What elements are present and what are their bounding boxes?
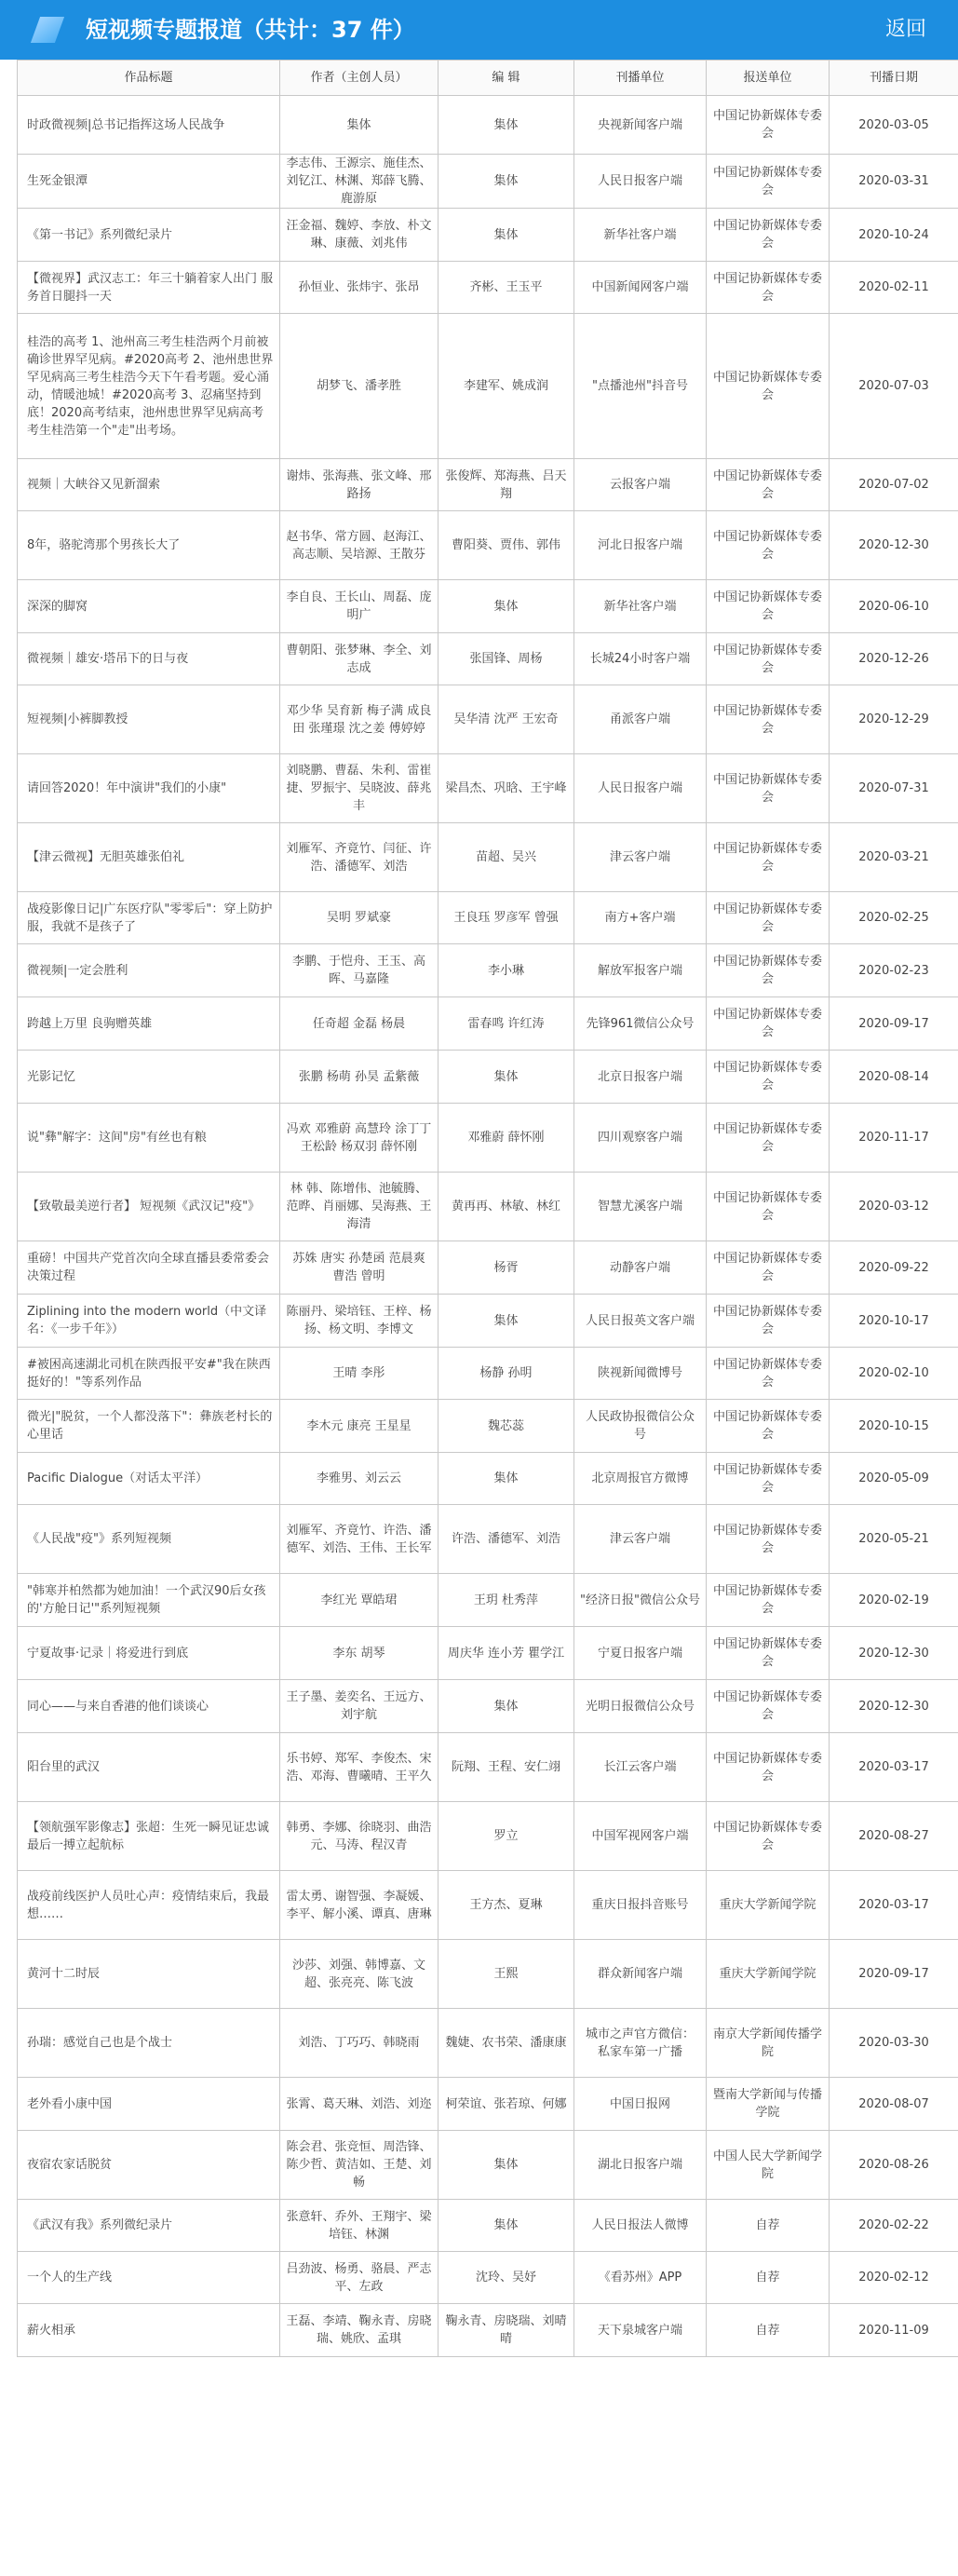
table-row [18,96,958,155]
table-row [18,685,958,754]
row-title[interactable]: 一个人的生产线 [18,2252,280,2304]
table-row [18,1574,958,1627]
row-title[interactable]: 请回答2020！年中演讲"我们的小康" [18,754,280,823]
row-submitter: 中国记协新媒体专委会 [707,209,830,262]
table-row [18,1453,958,1505]
row-publisher: 津云客户端 [574,1505,707,1574]
row-title[interactable]: 时政微视频|总书记指挥这场人民战争 [18,96,280,155]
row-publisher: 四川观察客户端 [574,1104,707,1173]
row-author: 张意轩、乔外、王翔宇、梁培钰、林渊 [280,2200,439,2252]
row-title[interactable]: 老外看小康中国 [18,2078,280,2131]
row-submitter: 自荐 [707,2200,830,2252]
table-header-row [18,61,958,96]
row-title[interactable]: 【领航强军影像志】张超：生死一瞬见证忠诚 最后一搏立起航标 [18,1802,280,1871]
table-row [18,1627,958,1680]
row-title[interactable]: 黄河十二时辰 [18,1940,280,2009]
row-publisher: 北京日报客户端 [574,1051,707,1104]
row-editor: 齐彬、王玉平 [439,262,574,314]
table-row [18,262,958,314]
row-date: 2020-03-12 [830,1173,958,1241]
row-author: 陈丽丹、梁培钰、王梓、杨扬、杨文明、李博文 [280,1295,439,1348]
header-submitter: 报送单位 [707,61,830,96]
row-publisher: 长江云客户端 [574,1733,707,1802]
table-row [18,1505,958,1574]
row-author: 王磊、李靖、鞠永青、房晓瑞、姚欣、孟琪 [280,2304,439,2357]
row-publisher: 河北日报客户端 [574,511,707,580]
row-publisher: 解放军报客户端 [574,944,707,997]
row-publisher: 城市之声官方微信：私家车第一广播 [574,2009,707,2078]
row-editor: 集体 [439,2131,574,2200]
row-author: 陈会君、张竞恒、周浩锋、陈少哲、黄洁如、王楚、刘畅 [280,2131,439,2200]
row-submitter: 中国记协新媒体专委会 [707,1802,830,1871]
row-editor: 张国锋、周杨 [439,633,574,685]
row-title[interactable]: 跨越上万里 良驹赠英雄 [18,997,280,1051]
row-submitter: 中国记协新媒体专委会 [707,1505,830,1574]
row-author: 韩勇、李娜、徐晓羽、曲浩元、马涛、程汉青 [280,1802,439,1871]
row-date: 2020-03-05 [830,96,958,155]
row-date: 2020-03-17 [830,1733,958,1802]
row-publisher: 人民日报客户端 [574,155,707,209]
row-publisher: 北京周报官方微博 [574,1453,707,1505]
row-date: 2020-08-26 [830,2131,958,2200]
row-publisher: "点播池州"抖音号 [574,314,707,459]
row-submitter: 中国记协新媒体专委会 [707,459,830,511]
table-row [18,580,958,633]
table-row [18,511,958,580]
row-title[interactable]: 微视频|一定会胜利 [18,944,280,997]
row-author: 李红光 覃皓珺 [280,1574,439,1627]
row-date: 2020-09-17 [830,1940,958,2009]
row-author: 邓少华 吴育新 梅子满 成良田 张瑾璟 沈之姜 傅婷婷 [280,685,439,754]
row-editor: 李小琳 [439,944,574,997]
row-title[interactable]: Ziplining into the modern world（中文译名：《一步千年》） [18,1295,280,1348]
page-title: 短视频专题报道（共计：37 件） [86,17,415,43]
row-date: 2020-12-29 [830,685,958,754]
row-title[interactable]: 《第一书记》系列微纪录片 [18,209,280,262]
row-submitter: 自荐 [707,2304,830,2357]
row-date: 2020-07-31 [830,754,958,823]
row-date: 2020-10-24 [830,209,958,262]
table-row [18,1348,958,1400]
table-row [18,209,958,262]
table-row [18,2304,958,2357]
table-row [18,2252,958,2304]
table-row [18,1241,958,1295]
row-submitter: 中国记协新媒体专委会 [707,944,830,997]
table-row [18,1940,958,2009]
row-author: 李鹏、于恺舟、王玉、高晖、马嘉隆 [280,944,439,997]
row-title[interactable]: 生死金银潭 [18,155,280,209]
row-title[interactable]: 视频｜大峡谷又见新溜索 [18,459,280,511]
table-row [18,997,958,1051]
row-date: 2020-08-14 [830,1051,958,1104]
row-submitter: 重庆大学新闻学院 [707,1871,830,1940]
row-author: 李志伟、王源宗、施佳杰、刘钇江、林渊、郑薛飞腾、鹿游原 [280,155,439,209]
table-row [18,155,958,209]
table-row [18,1733,958,1802]
row-editor: 许浩、潘德军、刘浩 [439,1505,574,1574]
row-submitter: 中国记协新媒体专委会 [707,633,830,685]
row-author: 赵书华、常方圆、赵海江、高志顺、吴培源、王散芬 [280,511,439,580]
row-submitter: 中国记协新媒体专委会 [707,262,830,314]
row-author: 张霄、葛天琳、刘浩、刘迩 [280,2078,439,2131]
row-title[interactable]: 战疫前线医护人员吐心声：疫情结束后，我最想…… [18,1871,280,1940]
row-title[interactable]: 说"彝"解字：这间"房"有丝也有粮 [18,1104,280,1173]
row-author: 吕劲波、杨勇、骆晨、严志平、左政 [280,2252,439,2304]
row-date: 2020-02-11 [830,262,958,314]
row-author: 冯欢 邓雅蔚 高慧玲 涂丁丁 王松龄 杨双羽 薛怀刚 [280,1104,439,1173]
row-date: 2020-02-23 [830,944,958,997]
row-publisher: 人民政协报微信公众号 [574,1400,707,1453]
row-date: 2020-03-17 [830,1871,958,1940]
row-publisher: 天下泉城客户端 [574,2304,707,2357]
row-submitter: 中国记协新媒体专委会 [707,1241,830,1295]
row-author: 曹朝阳、张梦琳、李全、刘志成 [280,633,439,685]
header-publisher: 刊播单位 [574,61,707,96]
row-date: 2020-08-07 [830,2078,958,2131]
row-publisher: 人民日报英文客户端 [574,1295,707,1348]
row-author: 刘浩、丁巧巧、韩晓雨 [280,2009,439,2078]
row-publisher: 先锋961微信公众号 [574,997,707,1051]
row-title[interactable]: 《武汉有我》系列微纪录片 [18,2200,280,2252]
row-title[interactable]: 【微视界】武汉志工：年三十躺着家人出门 服务首日腿抖一天 [18,262,280,314]
row-author: 李自良、王长山、周磊、庞明广 [280,580,439,633]
row-publisher: 人民日报法人微博 [574,2200,707,2252]
row-title[interactable]: 重磅！中国共产党首次向全球直播县委常委会决策过程 [18,1241,280,1295]
row-title[interactable]: "韩寒并柏然都为她加油！一个武汉90后女孩的'方舱日记'"系列短视频 [18,1574,280,1627]
row-publisher: 津云客户端 [574,823,707,892]
row-date: 2020-03-21 [830,823,958,892]
row-editor: 王良珏 罗彦军 曾强 [439,892,574,944]
row-editor: 李建军、姚成润 [439,314,574,459]
row-date: 2020-11-17 [830,1104,958,1173]
row-date: 2020-05-21 [830,1505,958,1574]
row-editor: 集体 [439,1295,574,1348]
row-title[interactable]: 光影记忆 [18,1051,280,1104]
row-publisher: 甬派客户端 [574,685,707,754]
row-date: 2020-02-25 [830,892,958,944]
table-container [17,60,958,2357]
table-row [18,2131,958,2200]
row-title[interactable]: 深深的脚窝 [18,580,280,633]
row-date: 2020-12-30 [830,1627,958,1680]
row-author: 王子墨、姜奕名、王远方、刘宇航 [280,1680,439,1733]
row-submitter: 自荐 [707,2252,830,2304]
row-publisher: 《看苏州》APP [574,2252,707,2304]
row-date: 2020-12-30 [830,511,958,580]
row-author: 汪金福、魏婷、李放、朴文琳、康薇、刘兆伟 [280,209,439,262]
row-date: 2020-03-30 [830,2009,958,2078]
table-row [18,1173,958,1241]
back-button[interactable]: 返回 [884,18,926,41]
row-date: 2020-10-17 [830,1295,958,1348]
row-submitter: 中国记协新媒体专委会 [707,1295,830,1348]
row-submitter: 中国记协新媒体专委会 [707,314,830,459]
row-submitter: 中国记协新媒体专委会 [707,580,830,633]
row-submitter: 中国记协新媒体专委会 [707,685,830,754]
row-author: 林 韩、陈增伟、池毓腾、范晔、肖丽娜、吴海燕、王海清 [280,1173,439,1241]
table-row [18,1400,958,1453]
row-date: 2020-12-26 [830,633,958,685]
row-editor: 杨胥 [439,1241,574,1295]
row-title[interactable]: 薪火相承 [18,2304,280,2357]
row-author: 李东 胡琴 [280,1627,439,1680]
row-publisher: 南方+客户端 [574,892,707,944]
row-publisher: 群众新闻客户端 [574,1940,707,2009]
row-publisher: 光明日报微信公众号 [574,1680,707,1733]
row-publisher: 新华社客户端 [574,209,707,262]
row-editor: 杨静 孙明 [439,1348,574,1400]
row-date: 2020-12-30 [830,1680,958,1733]
table-row [18,1802,958,1871]
row-author: 孙恒业、张炜宇、张昂 [280,262,439,314]
row-submitter: 南京大学新闻传播学院 [707,2009,830,2078]
row-publisher: 湖北日报客户端 [574,2131,707,2200]
row-author: 任奇超 金磊 杨晨 [280,997,439,1051]
row-submitter: 中国记协新媒体专委会 [707,1348,830,1400]
table-row [18,892,958,944]
row-submitter: 中国记协新媒体专委会 [707,1051,830,1104]
row-title[interactable]: 孙瑞：感觉自己也是个战士 [18,2009,280,2078]
row-editor: 周庆华 连小芳 瞿学江 [439,1627,574,1680]
row-date: 2020-02-10 [830,1348,958,1400]
row-submitter: 中国记协新媒体专委会 [707,1173,830,1241]
row-editor: 邓雅蔚 薛怀刚 [439,1104,574,1173]
row-title[interactable]: 宁夏故事·记录｜将爱进行到底 [18,1627,280,1680]
row-publisher: 中国日报网 [574,2078,707,2131]
row-author: 沙莎、刘强、韩博嘉、文超、张亮亮、陈飞波 [280,1940,439,2009]
row-title[interactable]: 阳台里的武汉 [18,1733,280,1802]
row-publisher: 央视新闻客户端 [574,96,707,155]
row-editor: 柯荣谊、张若琼、何娜 [439,2078,574,2131]
row-editor: 沈玲、吴妤 [439,2252,574,2304]
row-author: 张鹏 杨萌 孙昊 孟紫薇 [280,1051,439,1104]
row-editor: 集体 [439,155,574,209]
row-submitter: 中国记协新媒体专委会 [707,511,830,580]
page-header [0,0,958,60]
row-date: 2020-05-09 [830,1453,958,1505]
table-row [18,314,958,459]
row-date: 2020-02-19 [830,1574,958,1627]
row-submitter: 中国记协新媒体专委会 [707,1627,830,1680]
row-date: 2020-02-12 [830,2252,958,2304]
row-author: 刘雁军、齐竟竹、许浩、潘德军、刘浩、王伟、王长军 [280,1505,439,1574]
row-date: 2020-03-31 [830,155,958,209]
row-title[interactable]: 【津云微视】无胆英雄张伯礼 [18,823,280,892]
row-editor: 集体 [439,580,574,633]
row-editor: 阮翔、王程、安仁翊 [439,1733,574,1802]
row-editor: 魏芯蕊 [439,1400,574,1453]
table-row [18,2078,958,2131]
row-author: 乐书婷、郑军、李俊杰、宋浩、邓海、曹曦晴、王平久 [280,1733,439,1802]
row-editor: 集体 [439,1051,574,1104]
row-author: 李木元 康亮 王星星 [280,1400,439,1453]
row-editor: 王熙 [439,1940,574,2009]
row-submitter: 中国记协新媒体专委会 [707,1453,830,1505]
table-row [18,1104,958,1173]
row-author: 雷太勇、谢智强、李凝媛、李平、解小溪、谭真、唐琳 [280,1871,439,1940]
row-submitter: 中国记协新媒体专委会 [707,823,830,892]
row-submitter: 中国记协新媒体专委会 [707,997,830,1051]
row-submitter: 中国记协新媒体专委会 [707,1680,830,1733]
row-editor: 张俊辉、郑海燕、吕天翔 [439,459,574,511]
row-submitter: 中国记协新媒体专委会 [707,892,830,944]
row-title[interactable]: 夜宿农家话脱贫 [18,2131,280,2200]
table-row [18,1680,958,1733]
row-submitter: 暨南大学新闻与传播学院 [707,2078,830,2131]
row-author: 王晴 李彤 [280,1348,439,1400]
row-author: 吴明 罗斌豪 [280,892,439,944]
row-submitter: 中国记协新媒体专委会 [707,1104,830,1173]
row-editor: 集体 [439,1453,574,1505]
row-author: 苏姝 唐实 孙楚函 范晨爽 曹浩 曾明 [280,1241,439,1295]
row-author: 胡梦飞、潘孝胜 [280,314,439,459]
row-title[interactable]: Pacific Dialogue（对话太平洋） [18,1453,280,1505]
row-editor: 雷春鸣 许红涛 [439,997,574,1051]
row-publisher: 智慧尤溪客户端 [574,1173,707,1241]
row-author: 集体 [280,96,439,155]
row-author: 李雅男、刘云云 [280,1453,439,1505]
row-editor: 罗立 [439,1802,574,1871]
row-editor: 魏婕、农书荣、潘康康 [439,2009,574,2078]
row-title[interactable]: 战疫影像日记|广东医疗队"零零后"：穿上防护服，我就不是孩子了 [18,892,280,944]
row-editor: 集体 [439,2200,574,2252]
row-title[interactable]: 桂浩的高考 1、池州高三考生桂浩两个月前被确诊世界罕见病。#2020高考 2、池州患世界罕见病高三考生桂浩今天下午看考题。爱心涌动，情暖池城！#2020高考 3、忍痛坚持到底！2020高考结束，池州患世界罕见病高考考生桂浩第一个"走"出考场。 [18,314,280,459]
row-publisher: 长城24小时客户端 [574,633,707,685]
row-editor: 曹阳葵、贾伟、郭伟 [439,511,574,580]
header-editor: 编 辑 [439,61,574,96]
row-publisher: 动静客户端 [574,1241,707,1295]
row-title[interactable]: 《人民战"疫"》系列短视频 [18,1505,280,1574]
header-title: 作品标题 [18,61,280,96]
row-publisher: 陕视新闻微博号 [574,1348,707,1400]
row-date: 2020-08-27 [830,1802,958,1871]
row-author: 谢炜、张海燕、张文峰、邢路扬 [280,459,439,511]
row-publisher: 人民日报客户端 [574,754,707,823]
row-submitter: 中国人民大学新闻学院 [707,2131,830,2200]
row-date: 2020-02-22 [830,2200,958,2252]
table-row [18,823,958,892]
row-publisher: 中国军视网客户端 [574,1802,707,1871]
works-table [17,60,958,2357]
row-title[interactable]: 短视频|小裤脚教授 [18,685,280,754]
row-editor: 集体 [439,96,574,155]
row-editor: 黄再再、林敏、林红 [439,1173,574,1241]
row-editor: 王方杰、夏琳 [439,1871,574,1940]
row-title[interactable]: 同心——与来自香港的他们谈谈心 [18,1680,280,1733]
table-row [18,1295,958,1348]
row-submitter: 中国记协新媒体专委会 [707,1574,830,1627]
row-title[interactable]: 【致敬最美逆行者】 短视频《武汉记"疫"》 [18,1173,280,1241]
row-publisher: 云报客户端 [574,459,707,511]
row-submitter: 重庆大学新闻学院 [707,1940,830,2009]
row-submitter: 中国记协新媒体专委会 [707,155,830,209]
row-publisher: "经济日报"微信公众号 [574,1574,707,1627]
row-title[interactable]: 8年，骆驼湾那个男孩长大了 [18,511,280,580]
row-editor: 苗超、吴兴 [439,823,574,892]
row-date: 2020-07-02 [830,459,958,511]
row-editor: 梁昌杰、巩晗、王宇峰 [439,754,574,823]
row-author: 刘晓鹏、曹磊、朱利、雷崔捷、罗振宇、吴晓波、薛兆丰 [280,754,439,823]
row-author: 刘雁军、齐竟竹、闫征、许浩、潘德军、刘浩 [280,823,439,892]
row-editor: 鞠永青、房晓瑞、刘晴晴 [439,2304,574,2357]
table-row [18,754,958,823]
row-date: 2020-10-15 [830,1400,958,1453]
header-date: 刊播日期 [830,61,958,96]
row-submitter: 中国记协新媒体专委会 [707,1733,830,1802]
table-row [18,1051,958,1104]
table-row [18,944,958,997]
header-author: 作者（主创人员） [280,61,439,96]
row-title[interactable]: #被困高速湖北司机在陕西报平安#"我在陕西挺好的！"等系列作品 [18,1348,280,1400]
row-publisher: 新华社客户端 [574,580,707,633]
row-editor: 吴华清 沈严 王宏奇 [439,685,574,754]
row-date: 2020-07-03 [830,314,958,459]
row-submitter: 中国记协新媒体专委会 [707,754,830,823]
row-editor: 王玥 杜秀萍 [439,1574,574,1627]
row-submitter: 中国记协新媒体专委会 [707,1400,830,1453]
table-row [18,2009,958,2078]
row-date: 2020-11-09 [830,2304,958,2357]
row-date: 2020-09-22 [830,1241,958,1295]
row-publisher: 重庆日报抖音账号 [574,1871,707,1940]
table-row [18,1871,958,1940]
row-publisher: 宁夏日报客户端 [574,1627,707,1680]
row-editor: 集体 [439,1680,574,1733]
header-decoration-icon [31,17,64,43]
row-submitter: 中国记协新媒体专委会 [707,96,830,155]
row-date: 2020-09-17 [830,997,958,1051]
table-row [18,459,958,511]
row-publisher: 中国新闻网客户端 [574,262,707,314]
row-title[interactable]: 微视频｜雄安·塔吊下的日与夜 [18,633,280,685]
row-title[interactable]: 微光|"脱贫，一个人都没落下"：彝族老村长的心里话 [18,1400,280,1453]
table-row [18,2200,958,2252]
table-row [18,633,958,685]
row-editor: 集体 [439,209,574,262]
row-date: 2020-06-10 [830,580,958,633]
